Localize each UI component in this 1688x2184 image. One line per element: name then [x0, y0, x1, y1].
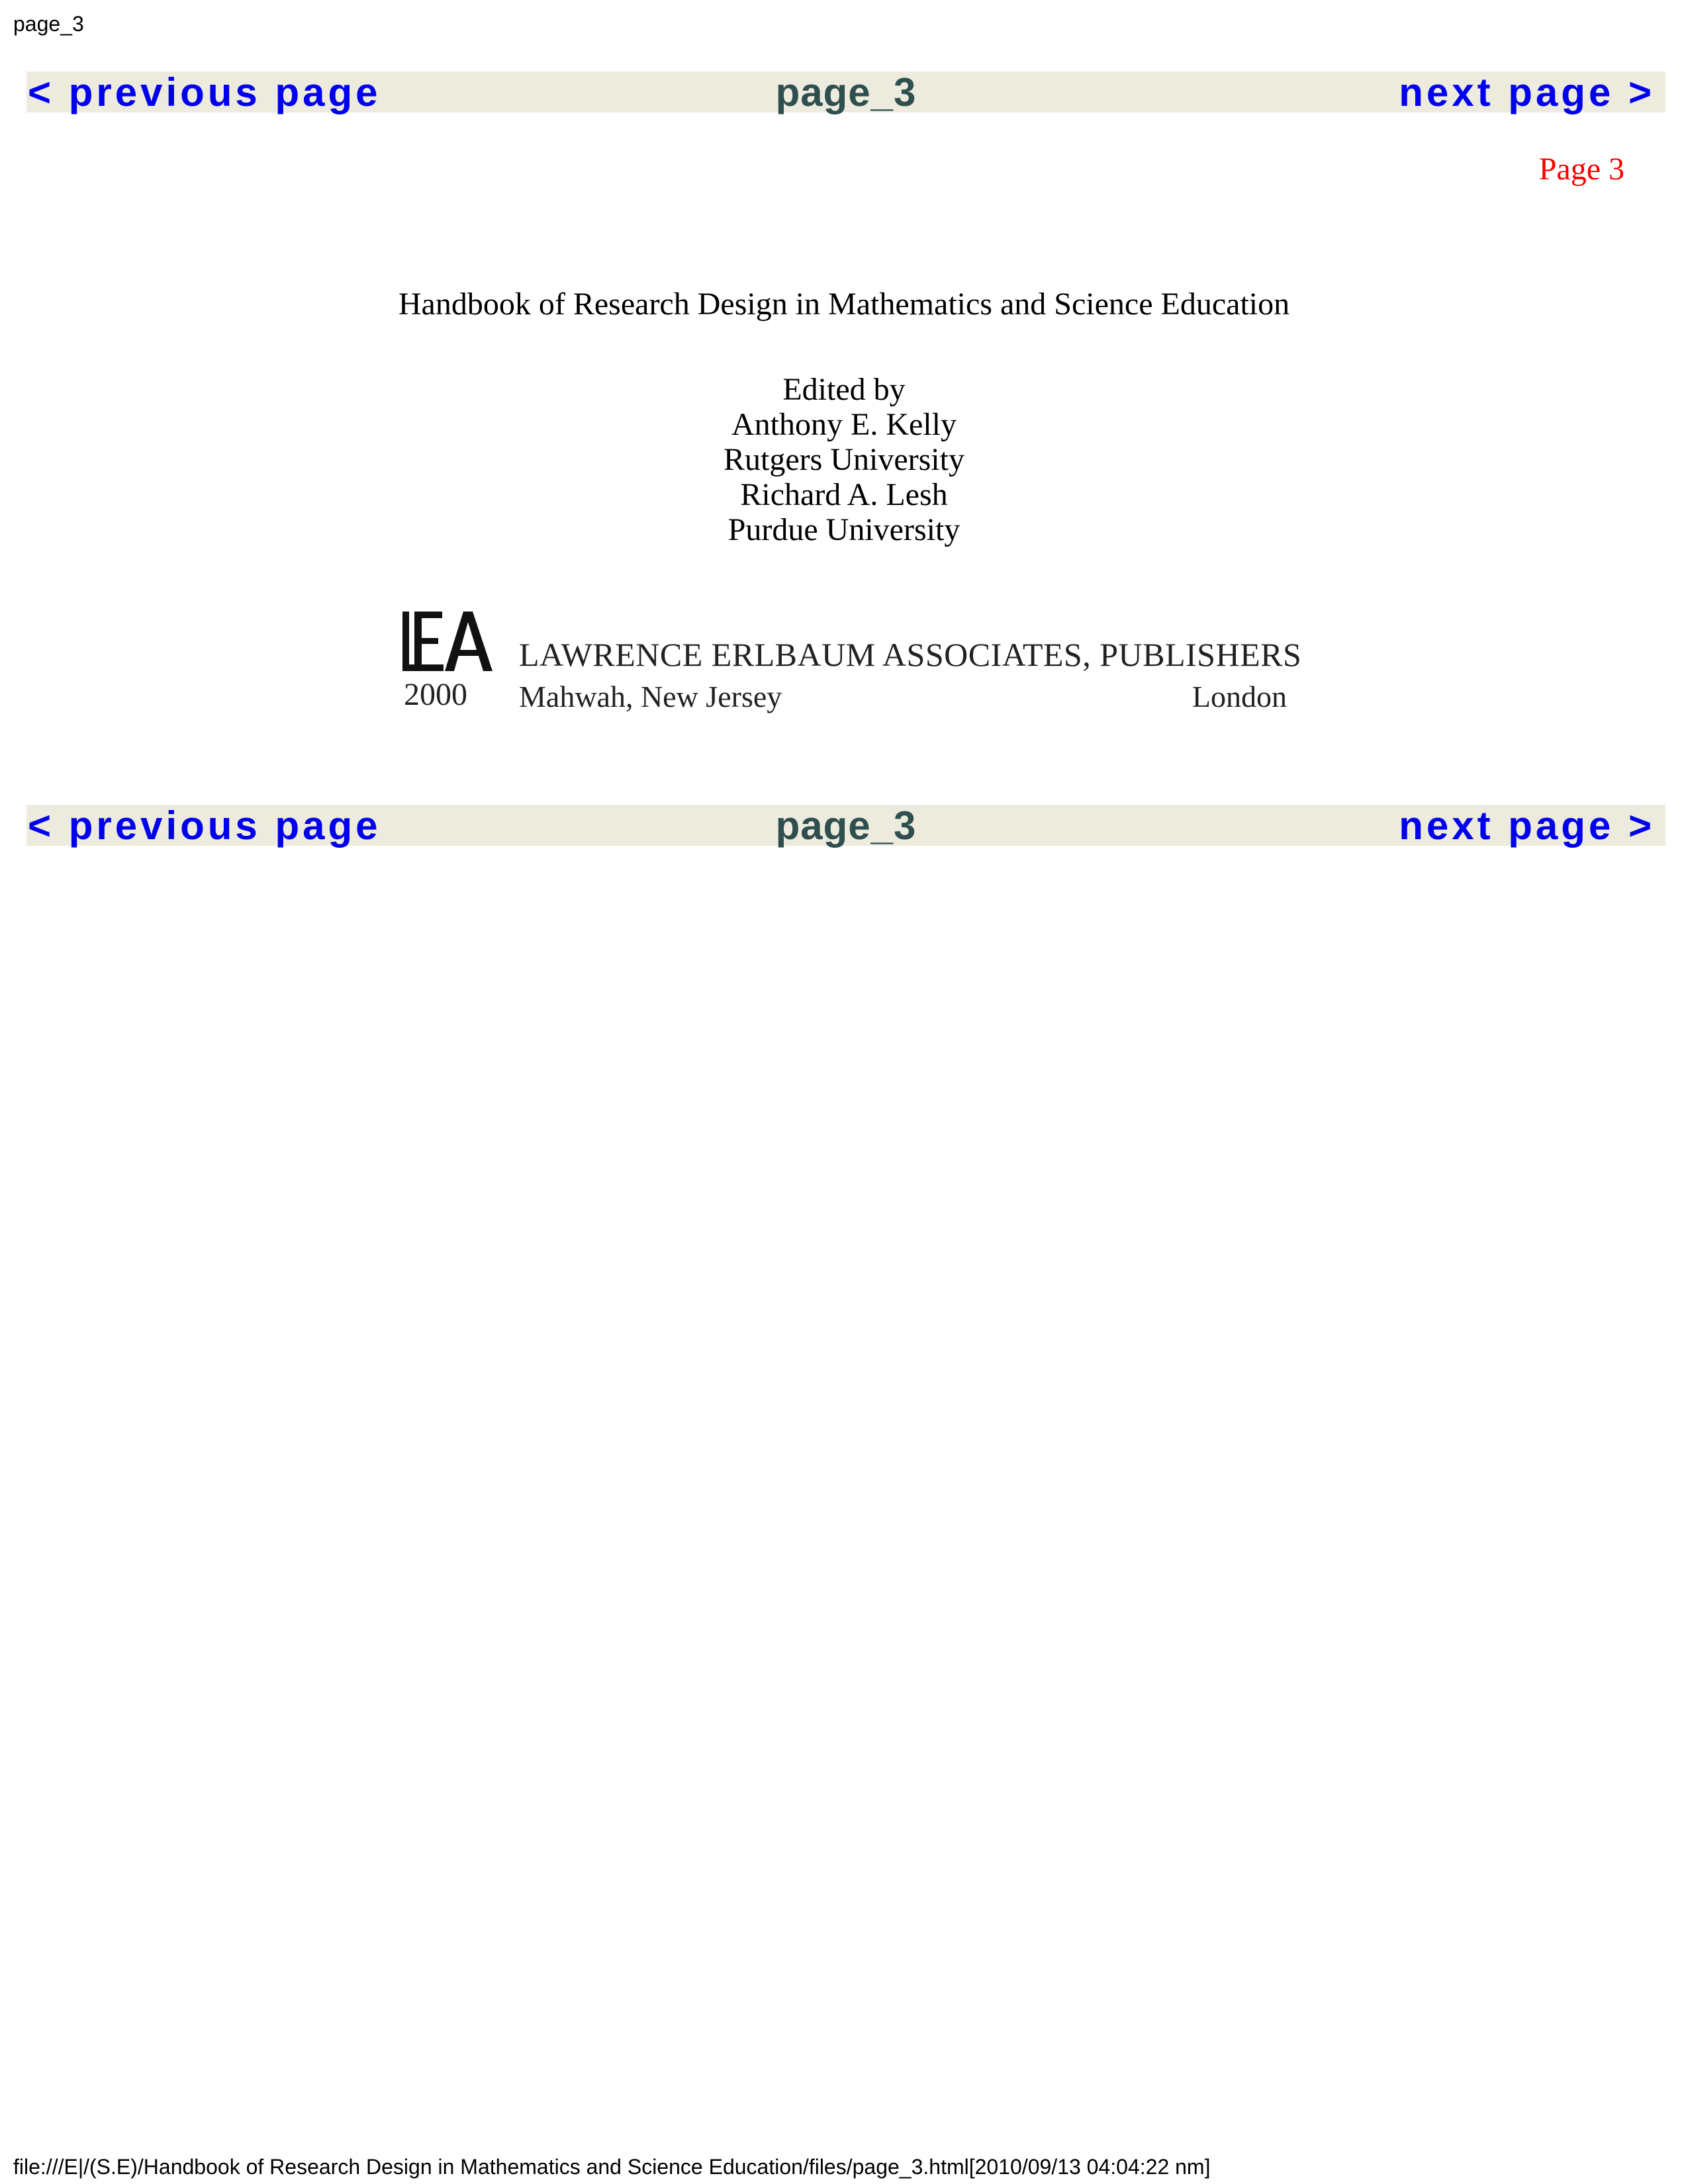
editor-name: Richard A. Lesh: [740, 477, 948, 512]
nav-bar-bottom: [26, 805, 1665, 846]
book-title: Handbook of Research Design in Mathematics and Science Education: [398, 287, 1290, 322]
print-footer-url: file:///E|/(S.E)/Handbook of Research Design in Mathematics and Science Education/files/page_3.html[2010/09/13 04:04:22 nm]: [13, 2155, 1211, 2179]
editor-affiliation: Purdue University: [727, 512, 961, 547]
next-page-link[interactable]: next page >: [1399, 803, 1655, 848]
nav-bar-top: [26, 71, 1665, 113]
nav-page-title: page_3: [775, 803, 917, 848]
publisher-name: LAWRENCE ERLBAUM ASSOCIATES, PUBLISHERS: [519, 636, 1302, 673]
publisher-imprint: [401, 609, 1302, 721]
lea-logo-icon: [401, 609, 494, 675]
publisher-city: London: [1192, 680, 1287, 713]
editor-affiliation: Rutgers University: [724, 442, 964, 477]
print-header: page_3: [13, 12, 84, 36]
publisher-city: Mahwah, New Jersey: [519, 680, 782, 713]
editor-credits: [0, 372, 1688, 547]
edited-by-text: Edited by: [782, 372, 906, 407]
next-page-link[interactable]: next page >: [1399, 70, 1655, 114]
page-number-label: Page 3: [1538, 152, 1624, 187]
nav-page-title: page_3: [775, 70, 917, 114]
previous-page-link[interactable]: < previous page: [28, 70, 381, 114]
previous-page-link[interactable]: < previous page: [28, 803, 381, 848]
publication-year: 2000: [404, 677, 467, 712]
editor-name: Anthony E. Kelly: [731, 407, 957, 442]
